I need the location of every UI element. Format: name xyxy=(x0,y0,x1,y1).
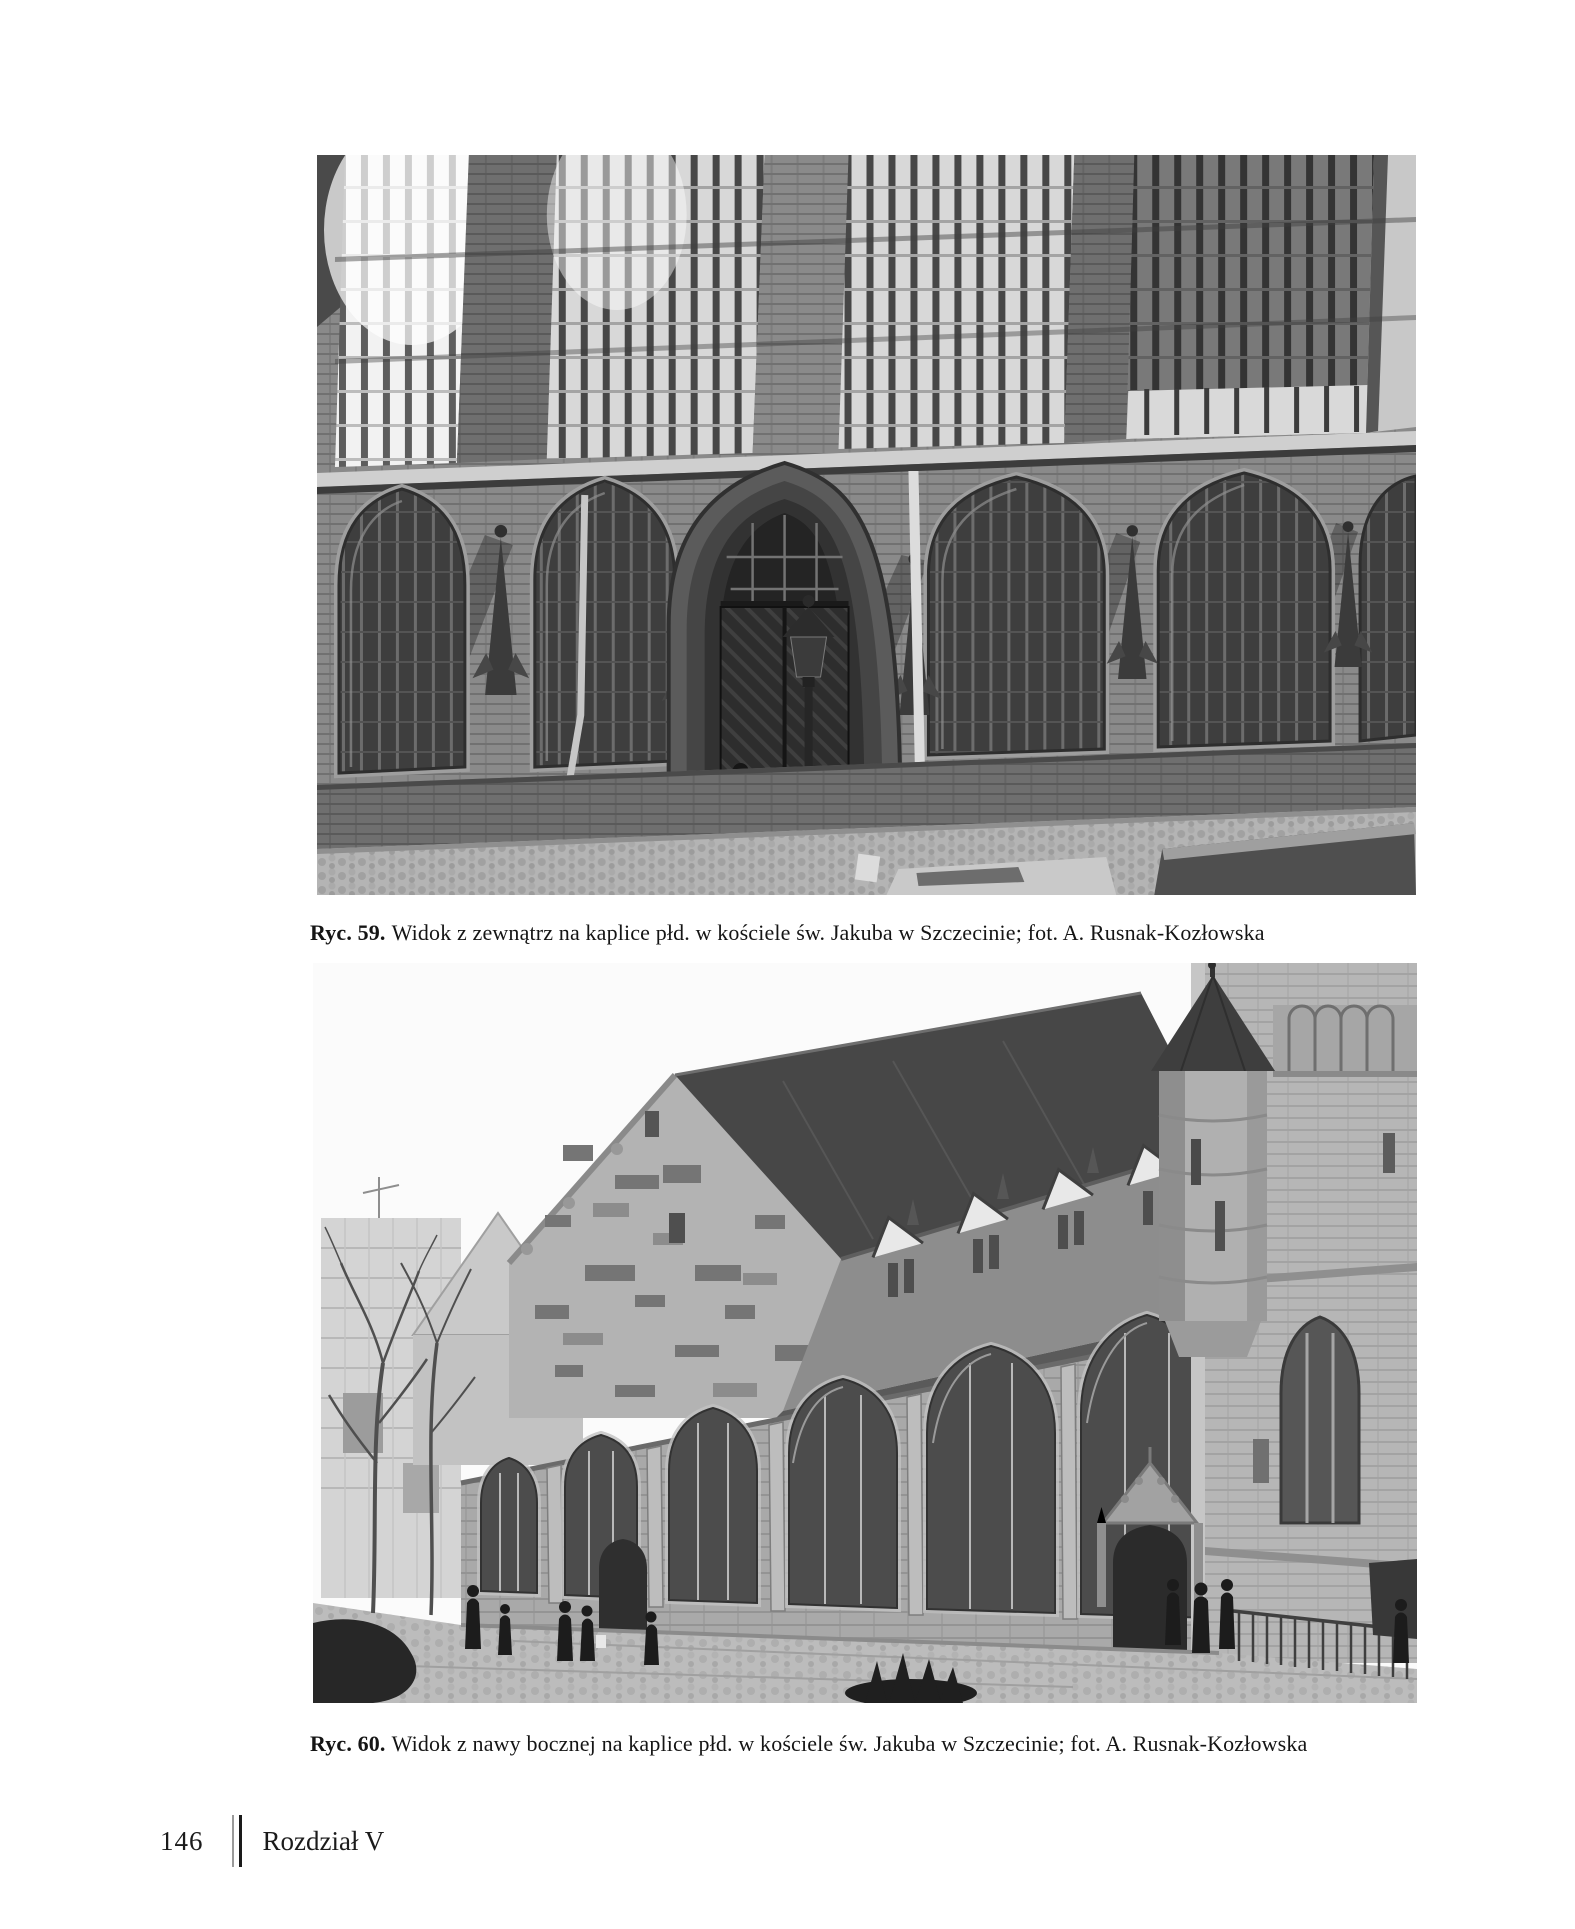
figure-ryc-59 xyxy=(317,155,1416,895)
chapter-title: Rozdział V xyxy=(262,1825,385,1856)
figure-caption-text: Widok z zewnątrz na kaplice płd. w kościele św. Jakuba w Szczecinie; fot. A. Rusnak-Kozłowska xyxy=(391,920,1265,945)
caption-ryc-60 xyxy=(310,1727,1307,1761)
aisle-doorway xyxy=(599,1539,647,1631)
tower-window xyxy=(1281,1317,1359,1523)
photo-ryc-59 xyxy=(317,155,1416,895)
page-number: 146 xyxy=(160,1825,204,1856)
footer-separator xyxy=(232,1815,242,1867)
figure-label: Ryc. 59. xyxy=(310,920,386,945)
photo-ryc-60 xyxy=(313,963,1417,1703)
page-footer xyxy=(160,1815,384,1867)
figure-ryc-60 xyxy=(313,963,1417,1703)
figure-label: Ryc. 60. xyxy=(310,1731,386,1756)
caption-ryc-59 xyxy=(310,916,1265,950)
clerestory-windows xyxy=(317,155,1416,467)
arcade-frieze xyxy=(1273,1005,1417,1077)
figure-caption-text: Widok z nawy bocznej na kaplice płd. w kościele św. Jakuba w Szczecinie; fot. A. Rusnak-Kozłowska xyxy=(391,1731,1308,1756)
